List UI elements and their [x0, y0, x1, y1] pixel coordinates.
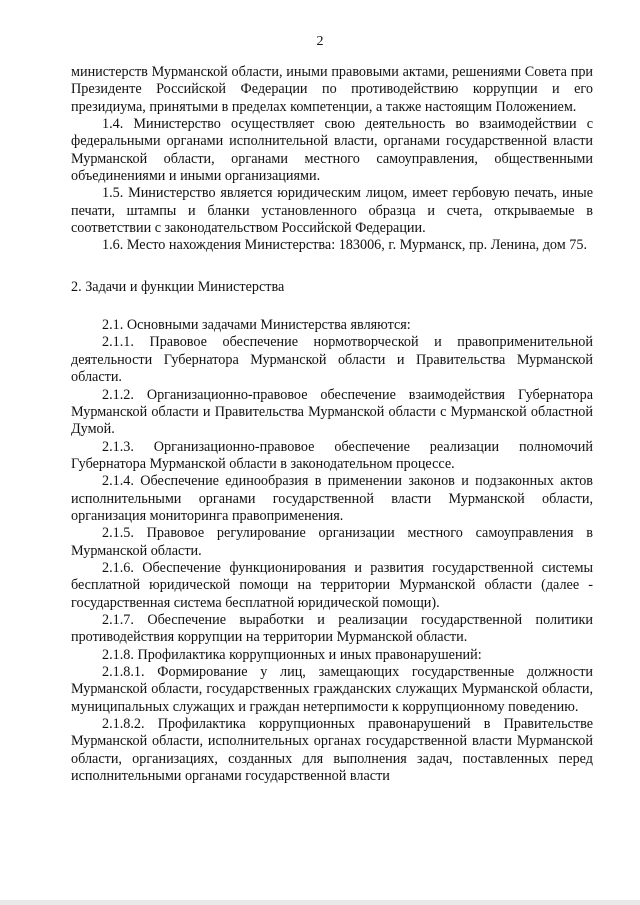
paragraph-clause-2-1-8-2: 2.1.8.2. Профилактика коррупционных правонарушений в Правительстве Мурманской области, исполнительных органах государственной власти Мурманской области, организациях, созданных для выполнения задач, поставленных перед исполнительными органами государственной власти — [71, 716, 593, 785]
paragraph-clause-2-1-5: 2.1.5. Правовое регулирование организации местного самоуправления в Мурманской области. — [71, 525, 593, 559]
paragraph-clause-1-6: 1.6. Место нахождения Министерства: 183006, г. Мурманск, пр. Ленина, дом 75. — [102, 237, 588, 254]
paragraph-clause-1-4: 1.4. Министерство осуществляет свою деятельность во взаимодействии с федеральными органами исполнительной власти, органами государственной власти Мурманской области, органами местного самоуправления, общественными объединениями и иными организациями. — [71, 116, 593, 185]
paragraph-clause-2-1-3: 2.1.3. Организационно-правовое обеспечение реализации полномочий Губернатора Мурманской области в законодательном процессе. — [71, 438, 593, 472]
document-body — [71, 64, 593, 785]
section-heading: 2. Задачи и функции Министерства — [71, 278, 285, 295]
section-1-tail — [71, 64, 593, 255]
paragraph-clause-2-1-7: 2.1.7. Обеспечение выработки и реализации государственной политики противодействия коррупции на территории Мурманской области. — [71, 611, 593, 646]
paragraph-clause-2-1-2: 2.1.2. Организационно-правовое обеспечение взаимодействия Губернатора Мурманской области и Правительства Мурманской области с Мурманской областной Думой. — [71, 386, 593, 438]
paragraph-clause-2-1-1: 2.1.1. Правовое обеспечение нормотворческой и правоприменительной деятельности Губернатора Мурманской области и Правительства Мурманской области. — [71, 334, 593, 386]
paragraph-clause-2-1-8-1: 2.1.8.1. Формирование у лиц, замещающих государственные должности Мурманской области, государственных гражданских служащих Мурманской области, муниципальных служащих и граждан нетерпимости к коррупционному поведению. — [71, 664, 593, 715]
section-2 — [71, 317, 593, 785]
paragraph-clause-2-1: 2.1. Основными задачами Министерства являются: — [102, 317, 411, 334]
paragraph-clause-2-1-4: 2.1.4. Обеспечение единообразия в применении законов и подзаконных актов исполнительными органами государственной власти Мурманской области, организация мониторинга правоприменения. — [71, 473, 593, 524]
page-bottom-edge — [0, 900, 640, 905]
page-number: 2 — [316, 34, 324, 49]
paragraph-clause-1-5: 1.5. Министерство является юридическим лицом, имеет гербовую печать, иные печати, штампы и бланки установленного образца и счета, открываемые в соответствии с законодательством Российской Федерации. — [71, 185, 593, 237]
paragraph-clause-2-1-6: 2.1.6. Обеспечение функционирования и развития государственной системы бесплатной юридической помощи на территории Мурманской области (далее - государственная система бесплатной юридической помощи). — [71, 559, 593, 611]
paragraph-clause-2-1-8: 2.1.8. Профилактика коррупционных и иных правонарушений: — [102, 646, 482, 663]
paragraph-intro-continuation: министерств Мурманской области, иными правовыми актами, решениями Совета при Президенте Российской Федерации по противодействию коррупции и его президиума, принятыми в пределах компетенции, а также настоящим Положением. — [71, 64, 593, 115]
